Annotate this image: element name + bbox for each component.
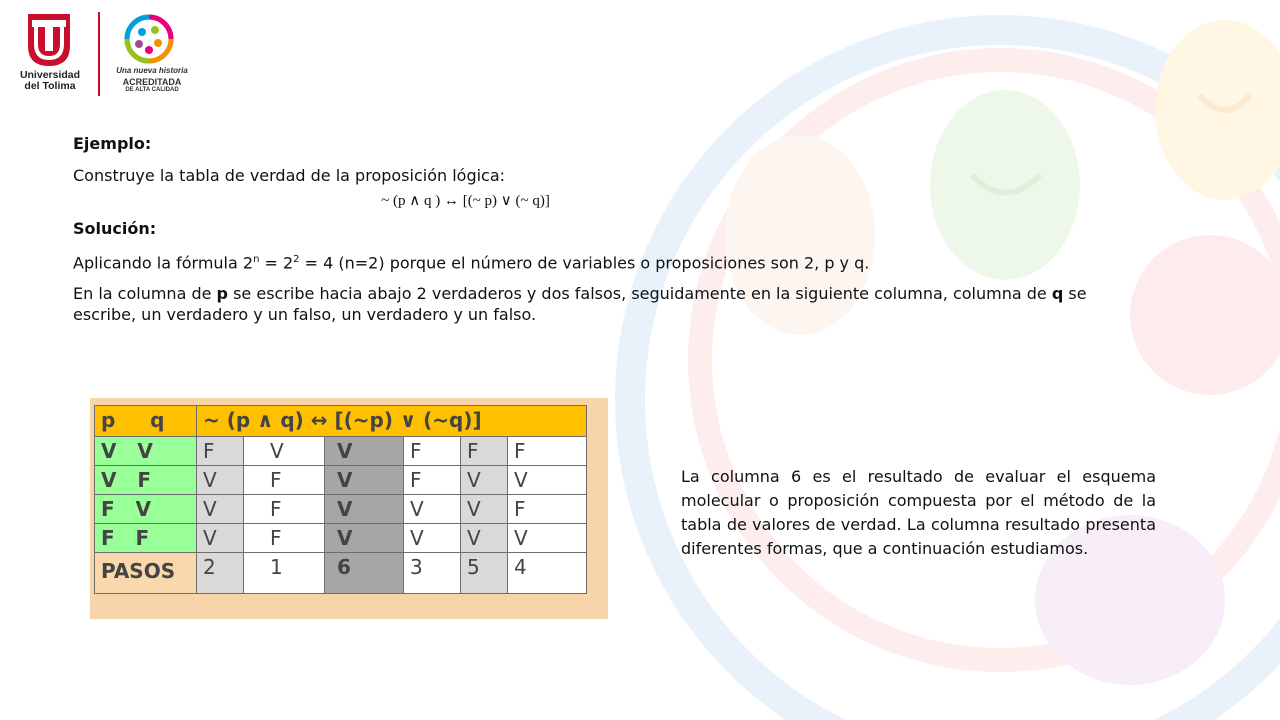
table-header-row <box>95 406 587 437</box>
col5-cell: V <box>461 466 508 495</box>
ut-emblem-icon <box>26 12 72 68</box>
col2-cell: F <box>244 495 325 524</box>
table-row <box>95 466 587 495</box>
header-logos <box>14 10 214 100</box>
col2-cell: F <box>244 524 325 553</box>
header-expression: ~ (p ∧ q) ↔ [(~p) ∨ (~q)] <box>197 406 587 437</box>
pq-cell: F F <box>95 524 197 553</box>
accreditation-subtitle: DE ALTA CALIDAD <box>125 87 179 93</box>
step-cell: 1 <box>244 553 325 594</box>
col5-cell: V <box>461 524 508 553</box>
col1-cell: V <box>197 524 244 553</box>
col3-cell: V <box>325 466 404 495</box>
university-name: Universidad del Tolima <box>19 69 81 92</box>
col5-cell: V <box>461 495 508 524</box>
table-row <box>95 524 587 553</box>
solution-heading: Solución: <box>73 219 157 238</box>
accreditation-emblem-icon <box>122 12 176 66</box>
truth-table-image <box>90 398 608 619</box>
step-cell: 5 <box>461 553 508 594</box>
accreditation-badge <box>110 10 210 100</box>
steps-label: PASOS <box>95 553 197 594</box>
col2-cell: V <box>244 437 325 466</box>
col1-cell: F <box>197 437 244 466</box>
accreditation-tagline: Una nueva historia <box>116 66 188 75</box>
col3-cell: V <box>325 495 404 524</box>
example-heading: Ejemplo: <box>73 134 152 153</box>
col6-cell: F <box>508 437 587 466</box>
formula-explanation: Aplicando la fórmula $2^n = 2^2 = 4$ (n=2) porque el número de variables o proposiciones son 2, p y q. <box>73 253 870 273</box>
pq-cell: V V <box>95 437 197 466</box>
logo-divider <box>98 12 100 96</box>
universidad-del-tolima-logo <box>14 10 86 96</box>
step-cell: 6 <box>325 553 404 594</box>
col5-cell: F <box>461 437 508 466</box>
col6-cell: F <box>508 495 587 524</box>
col3-cell: V <box>325 524 404 553</box>
column-explanation: En la columna de p se escribe hacia abajo 2 verdaderos y dos falsos, seguidamente en la siguiente columna, columna de q se escribe, un verdadero y un falso, un verdadero y un falso. <box>73 284 1087 325</box>
step-cell: 3 <box>404 553 461 594</box>
pq-cell: F V <box>95 495 197 524</box>
logic-formula: ~ (p ∧ q ) ↔ [(~ p) ∨ (~ q)] <box>381 193 550 209</box>
col4-cell: V <box>404 495 461 524</box>
col6-cell: V <box>508 466 587 495</box>
step-cell: 4 <box>508 553 587 594</box>
result-explanation: La columna 6 es el resultado de evaluar el esquema molecular o proposición compuesta por el método de la tabla de valores de verdad. La columna resultado presenta diferentes formas, que a continuación estudiamos. <box>681 467 1156 558</box>
main-content <box>73 133 1113 325</box>
col6-cell: V <box>508 524 587 553</box>
header-variables: p q <box>95 406 197 437</box>
steps-row <box>95 553 587 594</box>
col4-cell: V <box>404 524 461 553</box>
col1-cell: V <box>197 466 244 495</box>
col2-cell: F <box>244 466 325 495</box>
pq-cell: V F <box>95 466 197 495</box>
truth-table <box>94 405 587 594</box>
col1-cell: V <box>197 495 244 524</box>
instruction-text: Construye la tabla de verdad de la proposición lógica: <box>73 166 506 185</box>
accreditation-title: ACREDITADA <box>122 77 182 87</box>
table-row <box>95 437 587 466</box>
col4-cell: F <box>404 466 461 495</box>
step-cell: 2 <box>197 553 244 594</box>
col3-cell: V <box>325 437 404 466</box>
table-row <box>95 495 587 524</box>
col4-cell: F <box>404 437 461 466</box>
